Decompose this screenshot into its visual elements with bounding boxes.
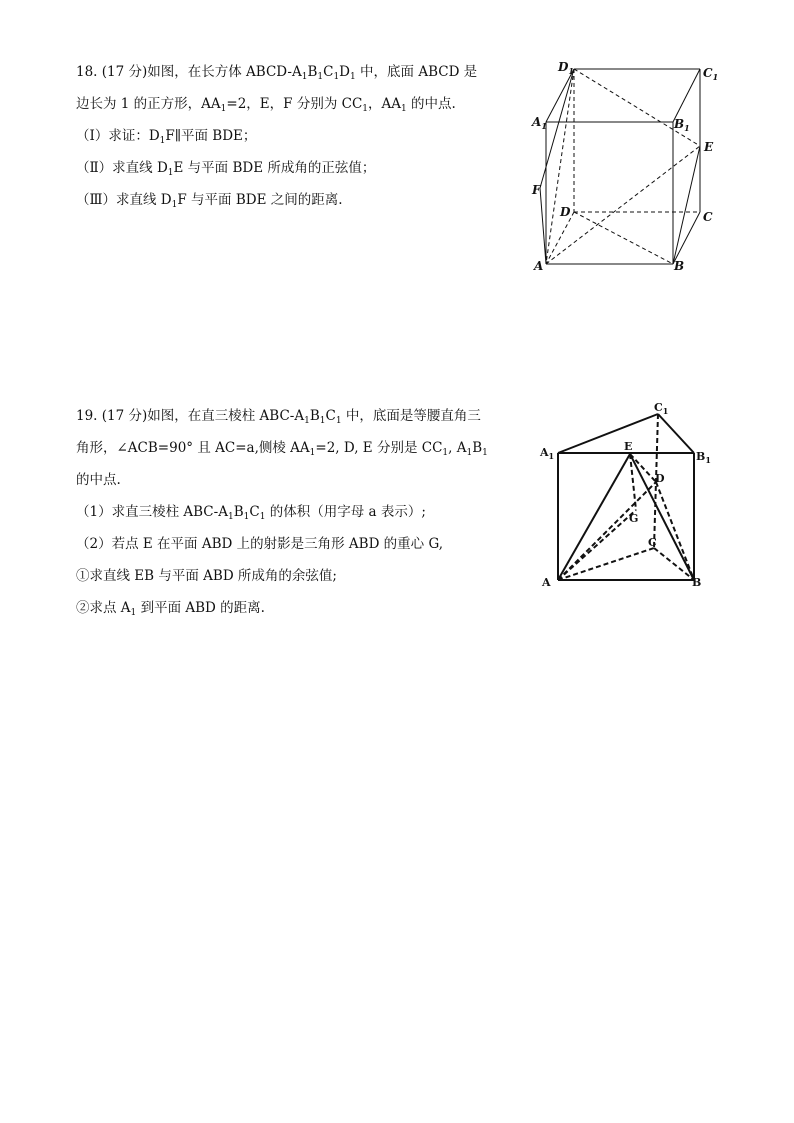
label-e: E (624, 440, 633, 453)
label-e: E (704, 140, 714, 154)
problem-18-statement-line2 (76, 88, 526, 120)
text: =2，E，F 分别为 CC (226, 96, 363, 112)
text: 19. (17 分)如图，在直三棱柱 ABC-A (76, 408, 305, 424)
subscript: 1 (301, 72, 308, 82)
subscript: 1 (319, 416, 326, 426)
hidden-segment-db (574, 212, 673, 264)
subscript: 1 (304, 416, 310, 426)
label-a1: $A_1$ (540, 446, 555, 461)
text: 角形，∠ACB=90° 且 AC=a,侧棱 AA (76, 440, 310, 456)
label-a: A (542, 576, 551, 589)
hidden-segment-ag (558, 510, 639, 580)
problem-19-question-2a: ①求直线 EB 与平面 ABD 所成角的余弦值; (76, 568, 337, 584)
edge-a1d1 (546, 69, 574, 122)
subscript: 1 (243, 512, 250, 522)
text: ，AA (368, 96, 402, 112)
label-c: C (703, 210, 713, 224)
problem-19-statement-line2 (76, 432, 526, 464)
label-d1: $D_1$ (558, 60, 574, 76)
subscript: 1 (317, 72, 324, 82)
problem-19-statement-line1 (76, 400, 526, 432)
label-c: C (648, 536, 657, 549)
hidden-segment-ad (558, 482, 656, 580)
text: ②求点 A (76, 600, 131, 616)
text: , A (448, 440, 467, 456)
text: =2, D, E 分别是 CC (315, 440, 443, 456)
text: E 与平面 BDE 所成角的正弦值； (173, 160, 376, 176)
problem-18-statement-line1 (76, 56, 526, 88)
label-d: D (655, 472, 665, 485)
problem-19-question-1 (76, 496, 526, 528)
text: 边长为 1 的正方形，AA (76, 96, 221, 112)
text: 中，底面是等腰直角三 (341, 408, 481, 424)
subscript: 1 (401, 104, 407, 114)
text: B (233, 504, 244, 520)
problem-18 (76, 56, 526, 216)
hidden-segment-d1a (546, 69, 574, 264)
label-d: D (560, 205, 571, 219)
text: F∥平面 BDE； (165, 128, 257, 144)
text: B (309, 408, 320, 424)
label-g: G (629, 512, 639, 525)
edge-c1b1 (673, 69, 700, 122)
subscript: 1 (220, 104, 227, 114)
subscript: 1 (362, 104, 369, 114)
text: （Ⅲ）求直线 D (76, 192, 172, 208)
text: 到平面 ABD 的距离. (136, 600, 265, 616)
text: C (249, 504, 260, 520)
label-c1: $C_1$ (654, 401, 669, 416)
text: F 与平面 BDE 之间的距离. (177, 192, 343, 208)
subscript: 1 (335, 416, 342, 426)
label-b: B (674, 259, 685, 273)
subscript: 1 (167, 168, 174, 178)
problem-18-question-1 (76, 120, 526, 152)
problem-18-question-3 (76, 184, 526, 216)
subscript: 1 (159, 136, 166, 146)
subscript: 1 (309, 448, 316, 458)
segment-fa (540, 188, 546, 264)
label-b1: $B_1$ (696, 450, 711, 465)
prism-figure (536, 398, 720, 602)
label-f: F (532, 183, 541, 197)
problem-19 (76, 400, 526, 624)
problem-19-statement-line3: 的中点. (76, 472, 121, 488)
text: 的体积（用字母 a 表示）; (265, 504, 426, 520)
subscript: 1 (130, 608, 137, 618)
text: 中，底面 ABCD 是 (355, 64, 478, 80)
label-a: A (534, 259, 544, 273)
label-c1: $C_1$ (703, 66, 719, 82)
label-b: B (692, 576, 702, 589)
text: （Ⅱ）求直线 D (76, 160, 168, 176)
edge-bc (673, 212, 700, 264)
text: （Ⅰ）求证：D (76, 128, 160, 144)
subscript: 1 (171, 200, 178, 210)
edge-a1c1 (558, 414, 658, 453)
text: （1）求直三棱柱 ABC-A (76, 504, 228, 520)
problem-18-question-2 (76, 152, 526, 184)
subscript: 1 (442, 448, 449, 458)
subscript: 1 (259, 512, 266, 522)
problem-19-question-2: （2）若点 E 在平面 ABD 上的射影是三角形 ABD 的重心 G, (76, 536, 444, 552)
subscript: 1 (482, 448, 488, 458)
text: C (325, 408, 336, 424)
segment-ea (558, 454, 630, 580)
text: 的中点. (406, 96, 456, 112)
text: C (323, 64, 334, 80)
subscript: 1 (466, 448, 473, 458)
label-a1: $A_1$ (532, 115, 547, 131)
text: B (472, 440, 483, 456)
cuboid-figure (528, 54, 728, 279)
hidden-segment-d1e (574, 69, 700, 146)
label-b1: $B_1$ (674, 117, 690, 133)
text: 18. (17 分)如图，在长方体 ABCD-A (76, 64, 302, 80)
text: D (339, 64, 350, 80)
segment-be (673, 146, 700, 264)
subscript: 1 (350, 72, 356, 82)
problem-19-question-2b (76, 592, 526, 624)
edge-c1b1 (658, 414, 694, 453)
text: B (307, 64, 318, 80)
subscript: 1 (227, 512, 234, 522)
subscript: 1 (333, 72, 340, 82)
